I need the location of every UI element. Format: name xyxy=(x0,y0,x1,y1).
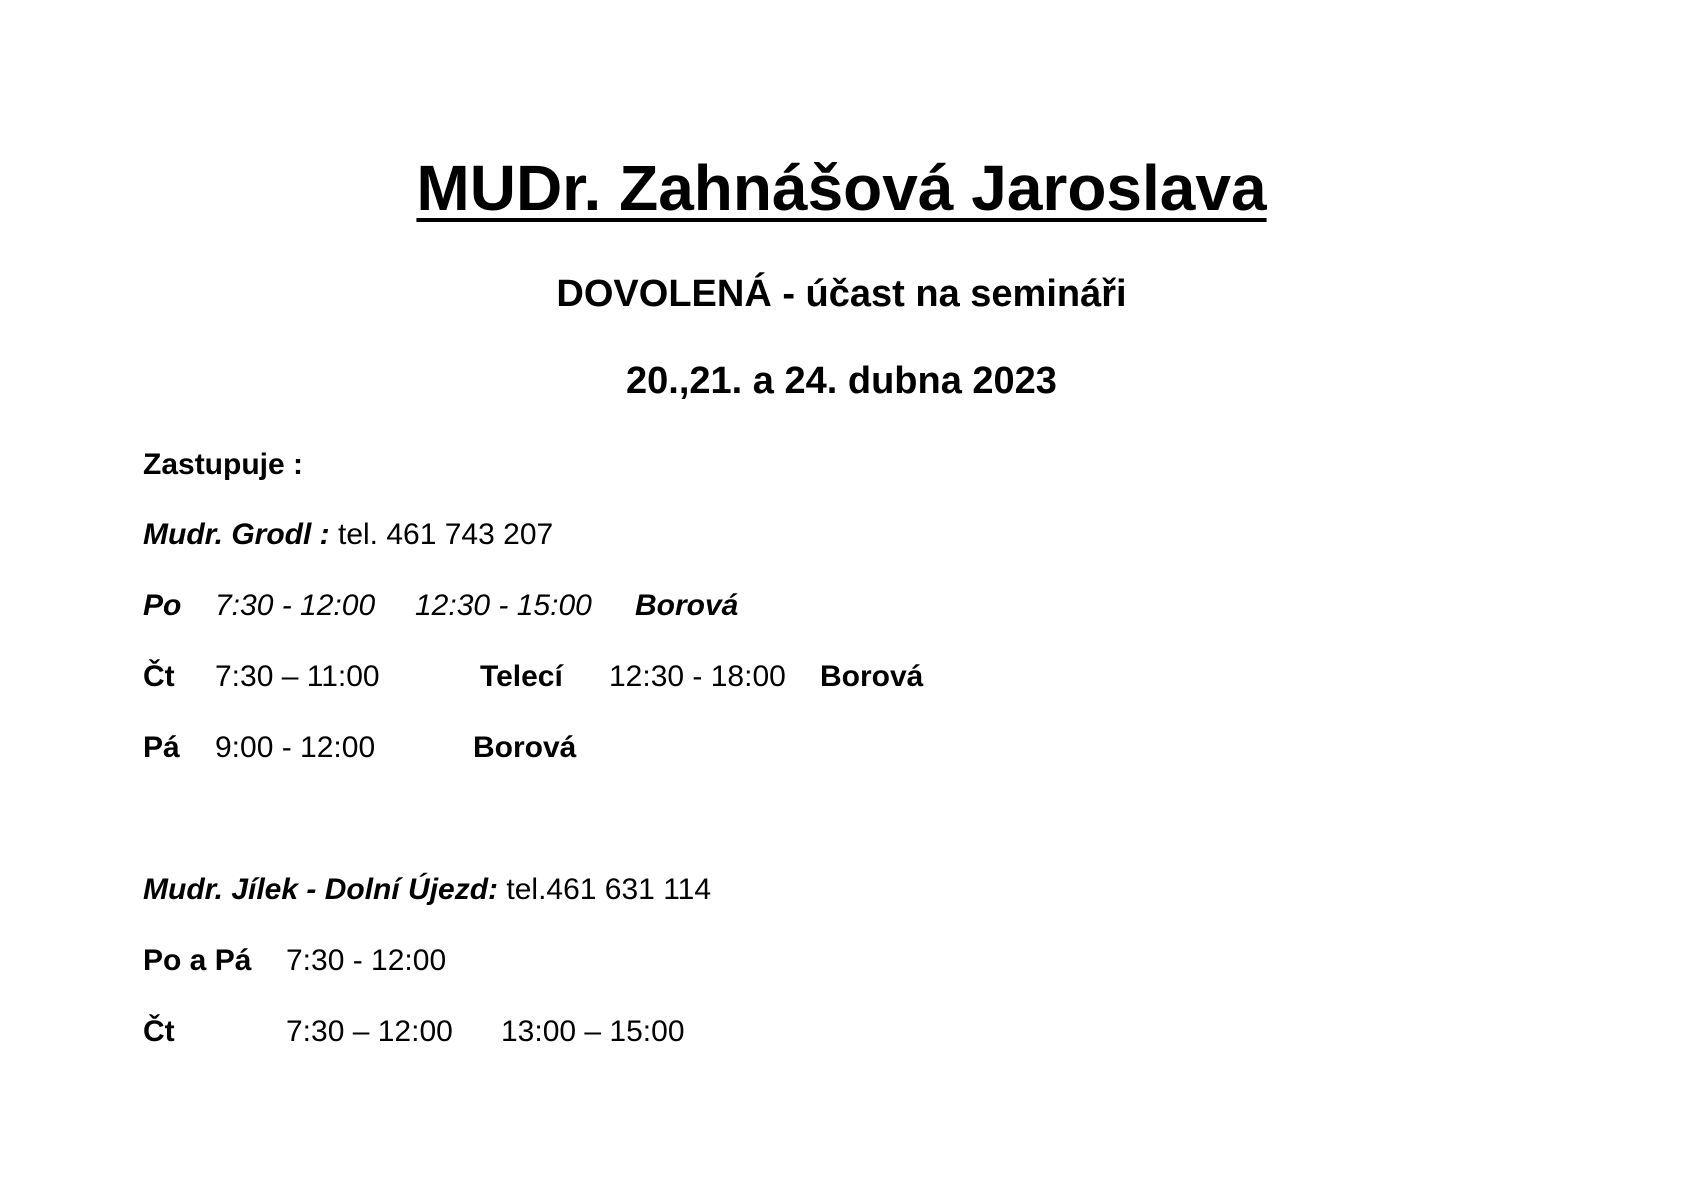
doctor2-row-po-pa xyxy=(143,941,1043,981)
doctor-name-heading: MUDr. Zahnášová Jaroslava xyxy=(416,152,1267,224)
schedule-day: Po a Pá xyxy=(143,944,252,977)
doctor1-row-po xyxy=(143,586,1043,626)
doctor1-name: Mudr. Grodl : xyxy=(143,518,330,551)
schedule-time: 7:30 – 11:00 xyxy=(215,660,380,693)
schedule-time: 12:30 - 18:00 xyxy=(609,660,786,693)
schedule-time: 12:30 - 15:00 xyxy=(415,589,592,622)
schedule-time: 7:30 - 12:00 xyxy=(286,944,447,977)
schedule-time: 13:00 – 15:00 xyxy=(501,1015,685,1048)
doctor2-phone: tel.461 631 114 xyxy=(506,873,712,906)
schedule-place: Borová xyxy=(473,731,577,764)
doctor1-row-pa xyxy=(143,728,1043,768)
schedule-time: 7:30 – 12:00 xyxy=(286,1015,453,1048)
schedule-day: Po xyxy=(143,589,182,622)
substitutes-label: Zastupuje : xyxy=(143,448,304,481)
doctor2-row-ct xyxy=(143,1012,1043,1052)
doctor1-row-ct xyxy=(143,657,1043,697)
schedule-day: Pá xyxy=(143,731,180,764)
doctor2-name: Mudr. Jílek - Dolní Újezd: xyxy=(143,873,499,906)
schedule-place: Borová xyxy=(635,589,739,622)
schedule-day: Čt xyxy=(143,660,175,693)
doctor1-phone: tel. 461 743 207 xyxy=(338,518,554,551)
doctor2-header xyxy=(143,870,711,910)
schedule-day: Čt xyxy=(143,1015,175,1048)
vacation-subtitle: DOVOLENÁ - účast na semináři xyxy=(556,273,1127,315)
doctor1-header xyxy=(143,515,553,555)
schedule-time: 7:30 - 12:00 xyxy=(215,589,376,622)
schedule-place: Telecí xyxy=(480,660,563,693)
vacation-dates: 20.,21. a 24. dubna 2023 xyxy=(626,360,1057,402)
page-title xyxy=(0,148,1683,228)
schedule-time: 9:00 - 12:00 xyxy=(215,731,376,764)
schedule-place: Borová xyxy=(820,660,924,693)
